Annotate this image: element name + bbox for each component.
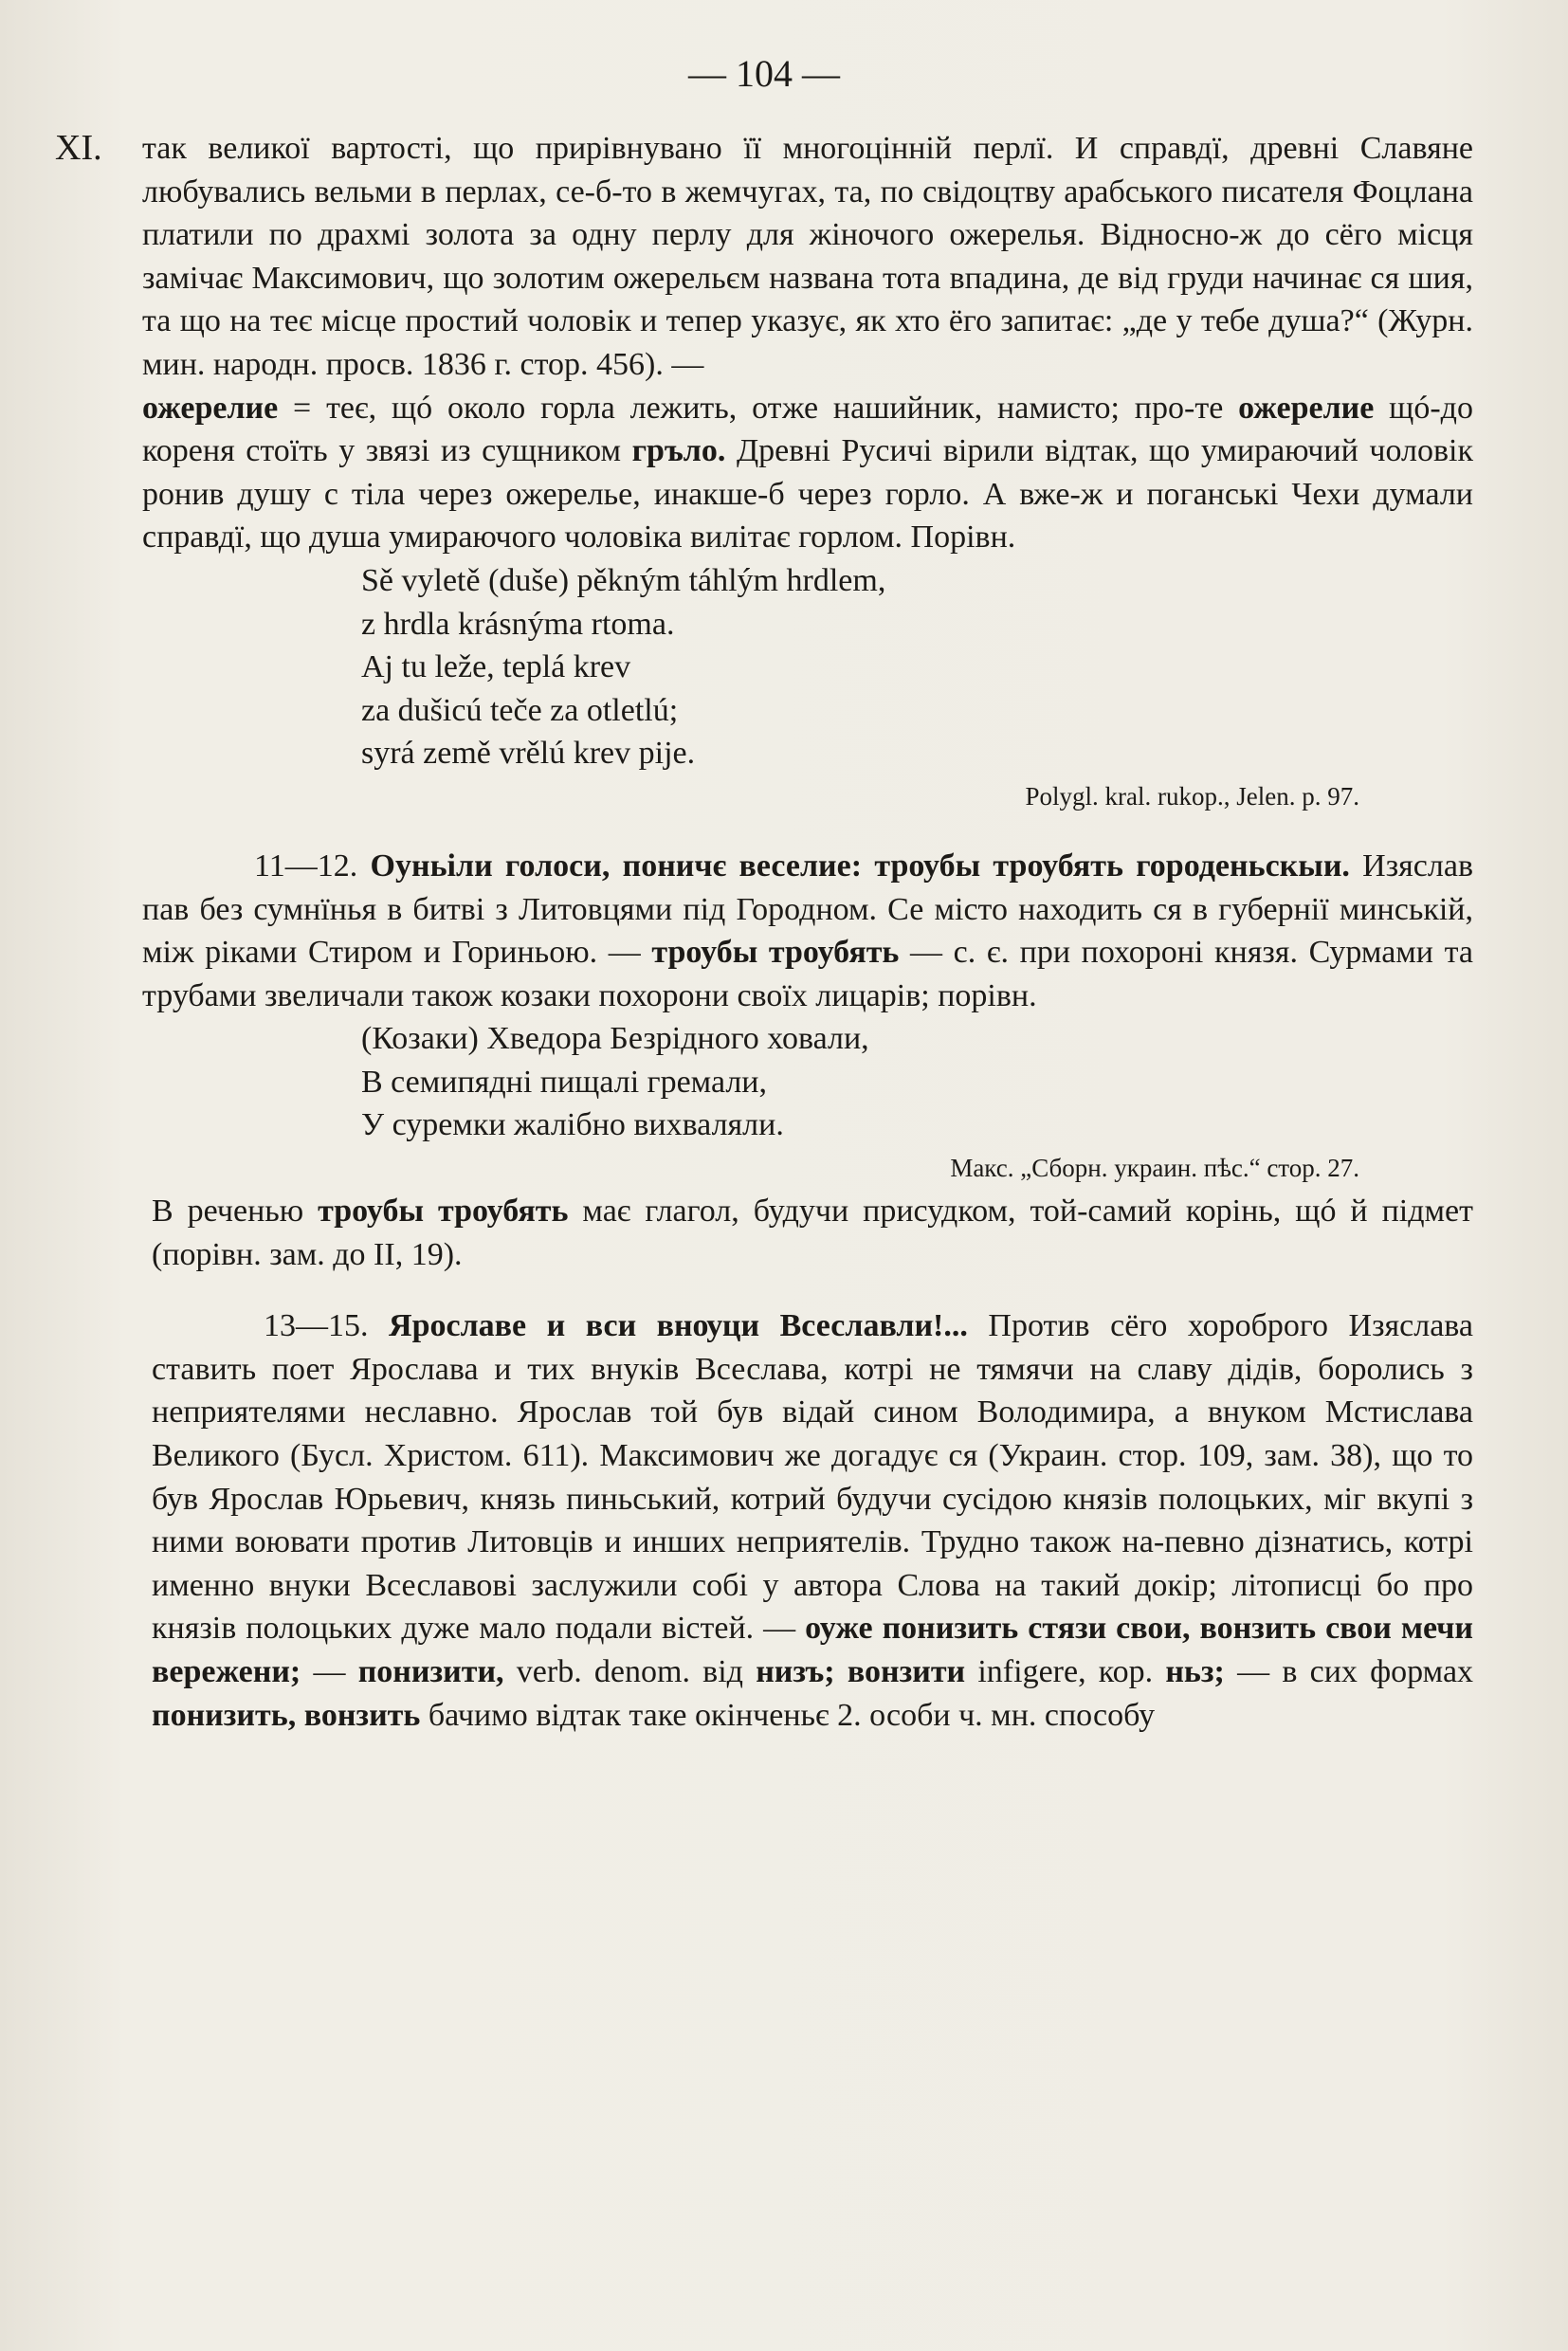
verse-line: z hrdla krásnýma rtoma.: [361, 606, 675, 642]
term-nz: ньз;: [1165, 1654, 1225, 1689]
term-ponizit-vonzit: понизить, вонзить: [152, 1697, 421, 1733]
term-niz: низъ;: [756, 1654, 835, 1689]
para4-text1: Против сёго хороброго Изяслава ставить поет Ярослава и тих внуків Всеслава, котрі не тямячи на славу дідів, боролись з неприятелями неславно. Ярослав той був відай сином Володимира, а внуком Мстислава Великого (Бусл. Христом. 611). Максимович же догадує ся (Украин. стор. 109, зам. 38), що то був Ярослав Юрьевич, князь пиньський, котрий будучи сусідою князів полоцьких, міг вкупі з ними воювати против Литовців и инших неприятелів. Трудно також на-певно дізнатись, котрі именно внуки Всеславові заслужили собі у автора Слова на такий докір; літописці бо про князів полоцьких дуже мало подали вістей. —: [152, 1308, 1473, 1647]
para1-mid2: щó-до кореня стоїть у звязі из сущником: [142, 390, 1473, 469]
verse-line: У суремки жалібно вихваляли.: [361, 1107, 784, 1143]
para2-text1: Изяслав пав без сумнїнья в битві з Литовцями під Городном. Се місто находить ся в губернії минській, між ріками Стиром и Гориньою. —: [142, 847, 1474, 971]
para1-end: Древні Русичі вірили відтак, що умираючий чоловік ронив душу с тіла через ожерелье, инакше-б через горло. А вже-ж и поганські Чехи думали справдї, що душа умираючого чоловіка вилітає горлом. Порівн.: [142, 433, 1473, 556]
para4-text4: infigere, кор.: [965, 1654, 1166, 1689]
paragraph-11-12: [55, 845, 1473, 1017]
czech-verse: [55, 559, 1473, 775]
term-ounyli: Оуньіли голоси, поничє веселие: троубы троубять городеньскыи.: [370, 847, 1350, 884]
para4-text3: verb. denom. від: [503, 1654, 757, 1689]
term-poniziti: понизити,: [357, 1654, 504, 1689]
section-mark: XI.: [55, 128, 102, 168]
citation-maks: Макс. „Сборн. украин. пѣс.“ стор. 27.: [950, 1154, 1359, 1183]
verse-line: syrá země vrělú krev pije.: [361, 736, 696, 772]
paragraph-rechenu: [55, 1190, 1473, 1276]
para1-mid1: = теє, щó около горла лежить, отже нашийник, намисто; про-те: [278, 390, 1239, 426]
term-vonziti: вонзити: [834, 1654, 966, 1689]
verse-line: (Козаки) Хведора Безрідного ховали,: [361, 1021, 869, 1057]
term-yaroslave: Ярославе и вси внѹци Всеславли!...: [389, 1308, 968, 1344]
para2-text2: — с. є. при похороні князя. Сурмами та трубами звеличали також козаки похорони своїх лицарів; порівн.: [142, 935, 1473, 1013]
term-grlo: гръло.: [631, 433, 726, 469]
page-number: — 104 —: [688, 52, 840, 95]
verse-line: za dušicú teče za otletlú;: [361, 692, 679, 728]
para1-text: так великої вартості, що прирівнувано її многоцінній перлї. И справдї, древні Славяне любувались вельми в перлах, се-б-то в жемчугах, та, по свідоцтву арабського писателя Фоцлана платили по драхмі золота за одну перлу для жіночого ожерелья. Відносно-ж до сёго місця замічає Максимович, що золотим ожерельєм названа тота впадина, де від груди начинає ся шия, та що на теє місце простий чоловік и тепер указує, як хто ёго запитає: „де у тебе душа?“ (Журн. мин. народн. просв. 1836 г. стор. 456). —: [142, 131, 1473, 382]
term-ozherelie-2: ожерелие: [1238, 390, 1375, 426]
para3-start: В реченью: [152, 1194, 319, 1230]
citation-polygl: Polygl. kral. rukop., Jelen. p. 97.: [1025, 781, 1359, 811]
para4-text2: —: [301, 1654, 346, 1689]
verse-line: Sě vyletě (duše) pěkným táhlým hrdlem,: [361, 562, 886, 598]
verse-line: В семипядні пищалі гремали,: [361, 1064, 768, 1100]
term-ouzhe-ponizit: оуже понизить стязи свои, вонзить свои мечи вережени;: [152, 1611, 1474, 1689]
paragraph-13-15: [55, 1304, 1473, 1737]
para4-text5: — в сих формах: [1224, 1654, 1474, 1689]
term-ozherelie: ожерелие: [142, 390, 279, 426]
verse-line: Aj tu leže, teplá krev: [361, 649, 631, 685]
paragraph-ozherelie: [55, 127, 1473, 559]
para3-end: має глагол, будучи присудком, той-самий корінь, щó й підмет (порівн. зам. до II, 19).: [152, 1194, 1473, 1272]
cossack-verse: [55, 1017, 1473, 1147]
term-trouby-2: троубы троубять: [318, 1194, 569, 1230]
term-trouby: троубы троубять: [651, 935, 900, 971]
para2-number: 11—12.: [254, 847, 358, 884]
para4-text6: бачимо відтак таке окінченьє 2. особи ч. мн. способу: [420, 1697, 1156, 1733]
para4-number: 13—15.: [264, 1308, 369, 1344]
